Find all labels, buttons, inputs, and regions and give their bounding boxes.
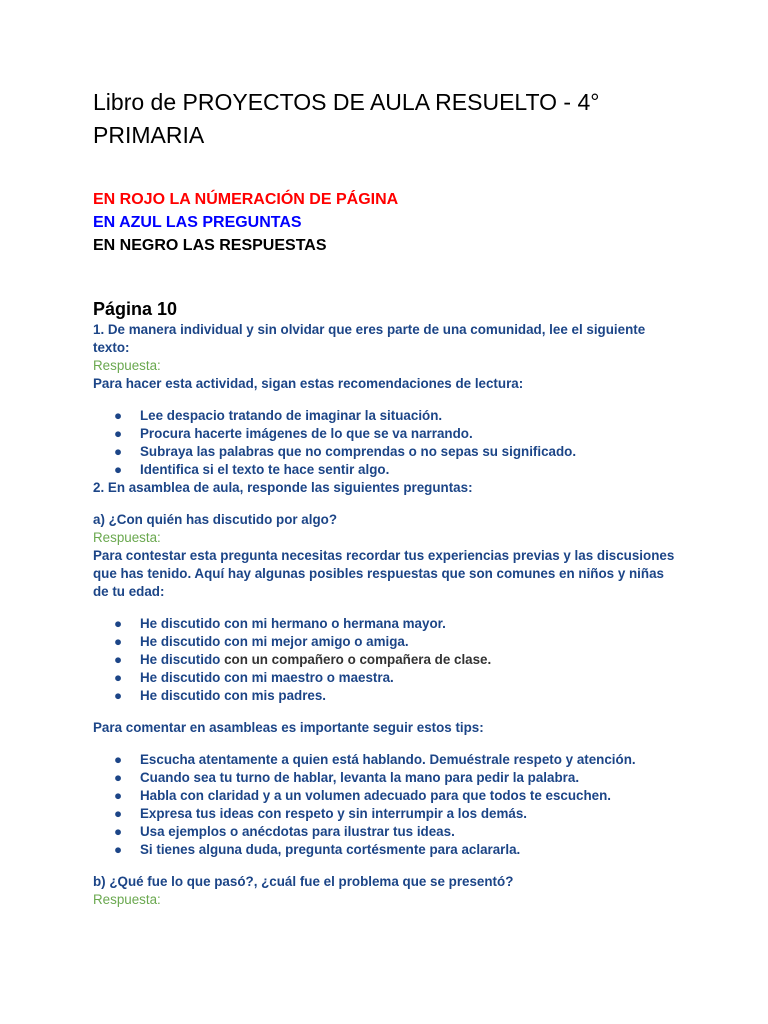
list-item: ● Usa ejemplos o anécdotas para ilustrar tus ideas. [114,824,455,839]
bullet-icon: ● [114,788,123,803]
list-item: ● Cuando sea tu turno de hablar, levanta la mano para pedir la palabra. [114,770,580,785]
list-item: ● He discutido con mi mejor amigo o amiga. [114,634,409,649]
bullet-icon: ● [114,444,123,459]
list-item: ● He discutido con un compañero o compañera de clase. [114,652,492,667]
bullet-icon: ● [114,688,123,703]
list-item: ● He discutido con mi hermano o hermana mayor. [114,616,446,631]
answer-1-intro: Para hacer esta actividad, sigan estas recomendaciones de lectura: [93,376,524,391]
bullet-icon: ● [114,652,123,667]
bullet-icon: ● [114,770,123,785]
bullet-icon: ● [114,824,123,839]
answer-label: Respuesta: [93,358,161,373]
list-item: ● Lee despacio tratando de imaginar la situación. [114,408,443,423]
list-item: ● He discutido con mi maestro o maestra. [114,670,394,685]
discussion-examples-list [93,615,675,705]
answer-label: Respuesta: [93,892,161,907]
list-item: ● Expresa tus ideas con respeto y sin interrumpir a los demás. [114,806,527,821]
bullet-icon: ● [114,670,123,685]
bullet-icon: ● [114,634,123,649]
legend-red: EN ROJO LA NÚMERACIÓN DE PÁGINA [93,191,399,208]
bullet-icon: ● [114,752,123,767]
color-legend [93,188,675,257]
document-title: Libro de PROYECTOS DE AULA RESUELTO - 4° PRIMARIA [93,89,600,148]
tips-intro: Para comentar en asambleas es importante seguir estos tips: [93,720,484,735]
bullet-icon: ● [114,426,123,441]
answer-label: Respuesta: [93,530,161,545]
bullet-icon: ● [114,408,123,423]
list-item: ● Escucha atentamente a quien está hablando. Demuéstrale respeto y atención. [114,752,636,767]
list-item: ● Identifica si el texto te hace sentir algo. [114,462,390,477]
bullet-icon: ● [114,806,123,821]
list-item: ● Si tienes alguna duda, pregunta cortésmente para aclararla. [114,842,521,857]
legend-blue: EN AZUL LAS PREGUNTAS [93,214,302,231]
question-2a: a) ¿Con quién has discutido por algo? [93,512,338,527]
legend-black: EN NEGRO LAS RESPUESTAS [93,237,327,254]
answer-2a-text: Para contestar esta pregunta necesitas recordar tus experiencias previas y las discusiones que has tenido. Aquí hay algunas posibles respuestas que son comunes en niños y niñas de tu edad: [93,548,675,599]
bullet-icon: ● [114,616,123,631]
page-heading: Página 10 [93,299,178,319]
reading-tips-list [93,407,675,479]
list-item: ● Subraya las palabras que no comprendas o no sepas su significado. [114,444,577,459]
list-item: ● Procura hacerte imágenes de lo que se va narrando. [114,426,473,441]
question-2: 2. En asamblea de aula, responde las siguientes preguntas: [93,480,473,495]
assembly-tips-list [93,751,675,859]
list-item: ● He discutido con mis padres. [114,688,327,703]
bullet-icon: ● [114,462,123,477]
question-1: 1. De manera individual y sin olvidar que eres parte de una comunidad, lee el siguiente texto: [93,322,646,355]
bullet-icon: ● [114,842,123,857]
list-item: ● Habla con claridad y a un volumen adecuado para que todos te escuchen. [114,788,612,803]
question-2b: b) ¿Qué fue lo que pasó?, ¿cuál fue el problema que se presentó? [93,874,514,889]
